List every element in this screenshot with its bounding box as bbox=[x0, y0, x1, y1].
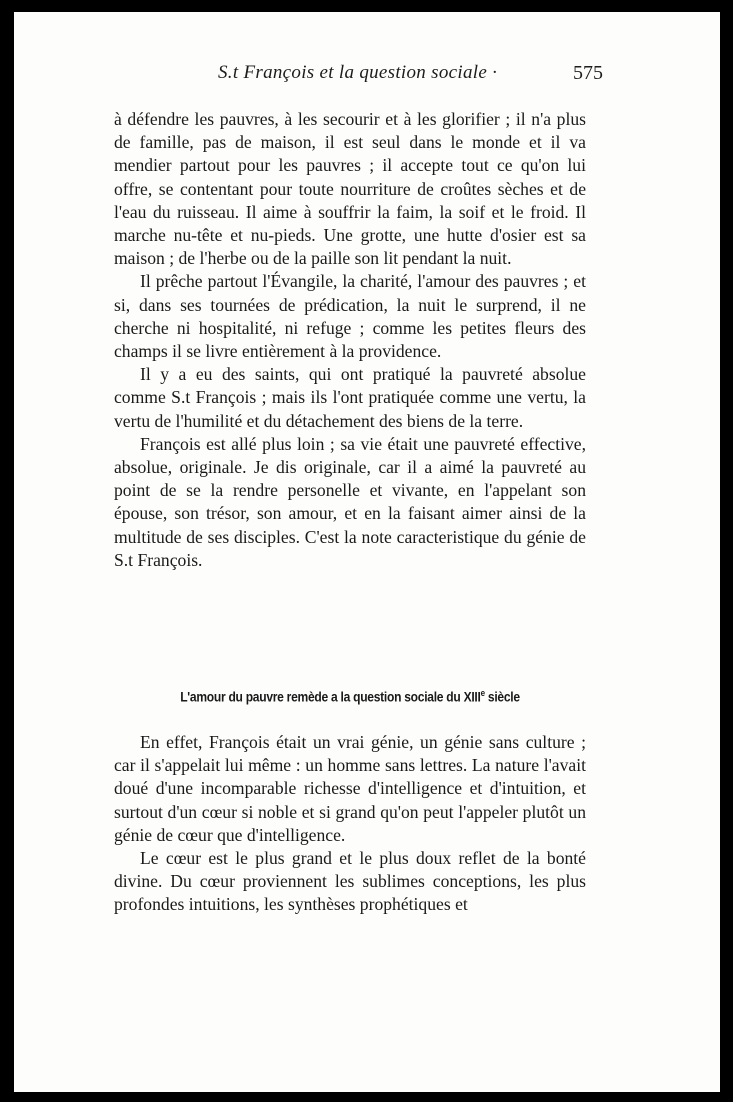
paragraph: François est allé plus loin ; sa vie était une pauvreté effective, absolue, originale. Je dis originale, car il a aimé la pauvreté au point de se la rendre personelle et vivante, en l'appelant son épouse, son trésor, son amour, et en la faisant aimer ainsi de la multitude de ses disciples. C'est la note caracteristique du génie de S.t François. bbox=[114, 433, 586, 570]
running-header bbox=[218, 62, 603, 92]
paragraph: En effet, François était un vrai génie, un génie sans culture ; car il s'appelait lui même : un homme sans lettres. La nature l'avait doué d'une incomparable richesse d'intelligence et d'intuition, et surtout d'un cœur si noble et si grand qu'on peut l'appeler plutôt un génie de cœur que d'intelligence. bbox=[114, 732, 586, 845]
paragraph: Le cœur est le plus grand et le plus doux reflet de la bonté divine. Du cœur proviennent les sublimes conceptions, les plus profondes intuitions, les synthèses prophétiques et bbox=[114, 848, 586, 915]
running-title: S.t François et la question sociale · bbox=[218, 62, 498, 83]
section-heading-superscript: e bbox=[480, 688, 485, 698]
body-text-bottom bbox=[114, 731, 586, 917]
section-heading-text: L'amour du pauvre remède a la question sociale du XIII bbox=[180, 689, 481, 705]
page-number: 575 bbox=[573, 62, 603, 84]
section-heading-tail: siècle bbox=[484, 689, 520, 705]
paragraph: Il y a eu des saints, qui ont pratiqué la pauvreté absolue comme S.t François ; mais ils l'ont pratiquée comme une vertu, la vertu de l'humilité et du détachement des biens de la terre. bbox=[114, 364, 586, 431]
paragraph: Il prêche partout l'Évangile, la charité, l'amour des pauvres ; et si, dans ses tournées de prédication, la nuit le surprend, il ne cherche ni hospitalité, ni refuge ; comme les petites fleurs des champs il se livre entièrement à la providence. bbox=[114, 271, 586, 362]
body-text-top bbox=[114, 108, 586, 572]
section-heading bbox=[138, 688, 563, 704]
paragraph: à défendre les pauvres, à les secourir et à les glorifier ; il n'a plus de famille, pas de maison, il est seul dans le monde et il va mendier partout pour les pauvres ; il accepte tout ce qu'on lui offre, se contentant pour toute nourriture de croûtes sèches et de l'eau du ruisseau. Il aime à souffrir la faim, la soif et le froid. Il marche nu-tête et nu-pieds. Une grotte, une hutte d'osier est sa maison ; de l'herbe ou de la paille son lit pendant la nuit. bbox=[114, 109, 586, 269]
